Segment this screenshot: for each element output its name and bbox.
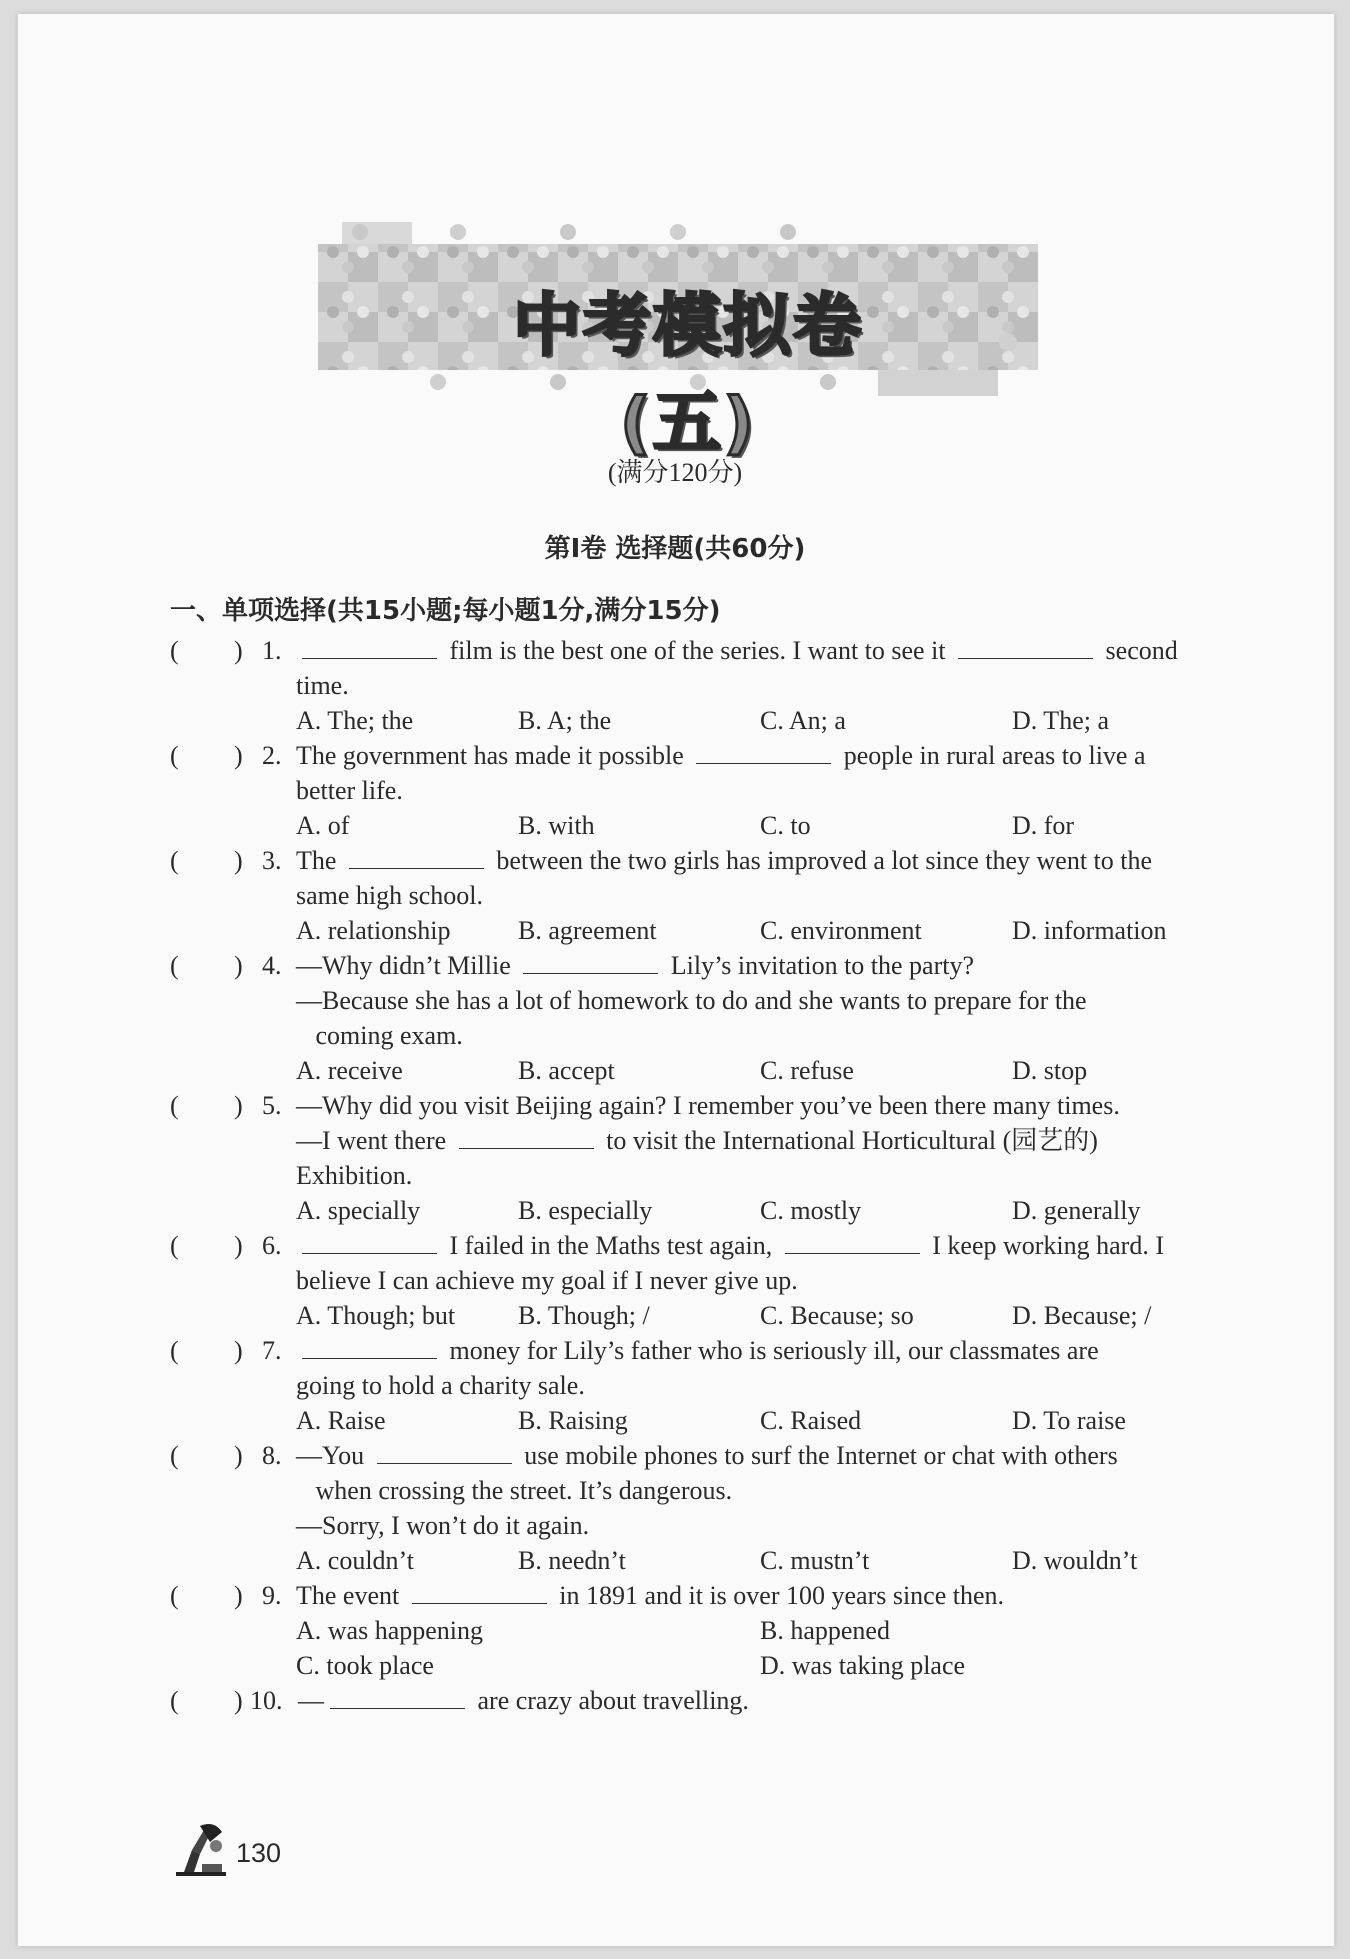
question-stem <box>296 948 1196 1053</box>
full-score: (满分120分) <box>607 458 743 487</box>
page-number: 130 <box>236 1838 282 1868</box>
stem-text: between the two girls has improved a lot since they went to the <box>489 846 1153 875</box>
stem-line <box>296 843 1196 878</box>
stem-text: when crossing the street. It’s dangerous. <box>296 1476 733 1505</box>
stem-text: —Because she has a lot of homework to do and she wants to prepare for the <box>296 986 1087 1015</box>
option-a[interactable]: A. couldn’t <box>296 1546 414 1575</box>
question-number: 3. <box>262 846 282 875</box>
stem-line <box>296 1508 1196 1543</box>
stem-text: film is the best one of the series. I want to see it <box>443 636 953 665</box>
question-number: 10. <box>250 1686 283 1715</box>
option-c[interactable]: C. environment <box>760 916 922 945</box>
paren-open: ( <box>170 636 179 665</box>
fill-in-blank[interactable] <box>302 1231 437 1254</box>
option-d[interactable]: D. wouldn’t <box>1012 1546 1138 1575</box>
question-number: 8. <box>262 1441 282 1470</box>
stem-line <box>296 1158 1196 1193</box>
stem-text: The <box>296 846 343 875</box>
stem-line <box>296 633 1196 668</box>
option-a[interactable]: A. of <box>296 811 350 840</box>
option-b[interactable]: B. happened <box>760 1616 890 1645</box>
paren-open: ( <box>170 1336 179 1365</box>
option-d[interactable]: D. stop <box>1012 1056 1088 1085</box>
stem-text: same high school. <box>296 881 484 910</box>
question-stem <box>296 1578 1196 1613</box>
stem-text: money for Lily’s father who is seriously ill, our classmates are <box>443 1336 1099 1365</box>
stem-line <box>296 1438 1196 1473</box>
stem-text: —Sorry, I won’t do it again. <box>296 1511 590 1540</box>
question-stem <box>296 738 1196 808</box>
option-c[interactable]: C. took place <box>296 1651 434 1680</box>
stem-line <box>296 1368 1196 1403</box>
stem-line <box>296 1088 1196 1123</box>
option-c[interactable]: C. mostly <box>760 1196 862 1225</box>
paren-close: ) <box>234 1091 243 1120</box>
stem-text: believe I can achieve my goal if I never give up. <box>296 1266 798 1295</box>
stem-text: people in rural areas to live a <box>837 741 1146 770</box>
question-stem <box>298 1683 1198 1718</box>
question-stem <box>296 1228 1196 1298</box>
question-stem <box>296 1088 1196 1193</box>
stem-text: —I went there <box>296 1126 453 1155</box>
question-number: 7. <box>262 1336 282 1365</box>
option-b[interactable]: B. agreement <box>518 916 657 945</box>
stem-text: to visit the International Horticultural (园艺的) <box>599 1126 1098 1155</box>
paren-open: ( <box>170 846 179 875</box>
fill-in-blank[interactable] <box>377 1441 512 1464</box>
stem-line <box>296 1018 1196 1053</box>
paren-close: ) <box>234 1441 243 1470</box>
stem-text: The government has made it possible <box>296 741 691 770</box>
fill-in-blank[interactable] <box>785 1231 920 1254</box>
stem-text: Exhibition. <box>296 1161 413 1190</box>
fill-in-blank[interactable] <box>302 636 437 659</box>
option-b[interactable]: B. with <box>518 811 595 840</box>
option-a[interactable]: A. Raise <box>296 1406 386 1435</box>
paren-close: ) <box>234 636 243 665</box>
option-c[interactable]: C. Raised <box>760 1406 862 1435</box>
fill-in-blank[interactable] <box>696 741 831 764</box>
option-a[interactable]: A. Though; but <box>296 1301 456 1330</box>
paren-open: ( <box>170 1441 179 1470</box>
paren-close: ) <box>234 1336 243 1365</box>
fill-in-blank[interactable] <box>302 1336 437 1359</box>
paren-open: ( <box>170 1581 179 1610</box>
fill-in-blank[interactable] <box>459 1126 594 1149</box>
stem-text: going to hold a charity sale. <box>296 1371 585 1400</box>
stem-text: I failed in the Maths test again, <box>443 1231 779 1260</box>
stem-line <box>296 1263 1196 1298</box>
stem-text: coming exam. <box>296 1021 463 1050</box>
option-d[interactable]: D. for <box>1012 811 1075 840</box>
option-a[interactable]: A. relationship <box>296 916 451 945</box>
option-d[interactable]: D. was taking place <box>760 1651 966 1680</box>
stem-line <box>296 983 1196 1018</box>
fill-in-blank[interactable] <box>349 846 484 869</box>
option-c[interactable]: C. Because; so <box>760 1301 914 1330</box>
stem-text: Lily’s invitation to the party? <box>664 951 975 980</box>
stem-text: better life. <box>296 776 403 805</box>
option-b[interactable]: B. Raising <box>518 1406 628 1435</box>
stem-line <box>298 1683 1198 1718</box>
desk-lamp-icon <box>170 1820 232 1883</box>
question-number: 5. <box>262 1091 282 1120</box>
question-stem <box>296 1438 1196 1543</box>
question-stem <box>296 843 1196 913</box>
paren-close: ) <box>234 951 243 980</box>
paren-open: ( <box>170 1231 179 1260</box>
option-b[interactable]: B. accept <box>518 1056 615 1085</box>
paren-close: ) <box>234 1581 243 1610</box>
part-title: 第Ⅰ卷 选择题(共60分) <box>544 534 806 564</box>
stem-text: — <box>298 1686 324 1715</box>
option-c[interactable]: C. An; a <box>760 706 846 735</box>
option-c[interactable]: C. to <box>760 811 811 840</box>
stem-text: —Why didn’t Millie <box>296 951 518 980</box>
stem-line <box>296 1228 1196 1263</box>
question-number: 1. <box>262 636 282 665</box>
option-d[interactable]: D. information <box>1012 916 1167 945</box>
section-title: 一、单项选择(共15小题;每小题1分,满分15分) <box>170 596 721 626</box>
paren-open: ( <box>170 1091 179 1120</box>
paren-open: ( <box>170 741 179 770</box>
option-a[interactable]: A. was happening <box>296 1616 484 1645</box>
option-b[interactable]: B. especially <box>518 1196 653 1225</box>
paren-open: ( <box>170 951 179 980</box>
option-d[interactable]: D. generally <box>1012 1196 1141 1225</box>
fill-in-blank[interactable] <box>523 951 658 974</box>
question-number: 2. <box>262 741 282 770</box>
question-stem <box>296 1333 1196 1403</box>
option-b[interactable]: B. A; the <box>518 706 612 735</box>
question-number: 6. <box>262 1231 282 1260</box>
stem-text: The event <box>296 1581 406 1610</box>
stem-text: —Why did you visit Beijing again? I remember you’ve been there many times. <box>296 1091 1120 1120</box>
question-number: 4. <box>262 951 282 980</box>
option-b[interactable]: B. Though; / <box>518 1301 650 1330</box>
fill-in-blank[interactable] <box>330 1686 465 1709</box>
option-d[interactable]: D. Because; / <box>1012 1301 1152 1330</box>
stem-text: in 1891 and it is over 100 years since then. <box>552 1581 1005 1610</box>
paren-close: ) <box>234 1231 243 1260</box>
paren-close: ) <box>234 741 243 770</box>
fill-in-blank[interactable] <box>958 636 1093 659</box>
stem-text: I keep working hard. I <box>925 1231 1165 1260</box>
fill-in-blank[interactable] <box>412 1581 547 1604</box>
option-b[interactable]: B. needn’t <box>518 1546 626 1575</box>
stem-line <box>296 1578 1196 1613</box>
question-number: 9. <box>262 1581 282 1610</box>
option-d[interactable]: D. To raise <box>1012 1406 1126 1435</box>
stem-text: time. <box>296 671 349 700</box>
paren-close: ) <box>234 846 243 875</box>
stem-line <box>296 1123 1196 1158</box>
stem-line <box>296 1473 1196 1508</box>
stem-text: second <box>1099 636 1178 665</box>
option-c[interactable]: C. refuse <box>760 1056 854 1085</box>
stem-line <box>296 948 1196 983</box>
question-stem <box>296 633 1196 703</box>
paren-close: ) <box>234 1686 243 1715</box>
option-a[interactable]: A. specially <box>296 1196 421 1225</box>
option-d[interactable]: D. The; a <box>1012 706 1109 735</box>
stem-line <box>296 878 1196 913</box>
page-title: 中考模拟卷(五) <box>512 287 863 463</box>
option-a[interactable]: A. The; the <box>296 706 414 735</box>
stem-line <box>296 773 1196 808</box>
stem-text: use mobile phones to surf the Internet or chat with others <box>517 1441 1118 1470</box>
stem-line <box>296 738 1196 773</box>
title-banner <box>318 222 1038 463</box>
option-a[interactable]: A. receive <box>296 1056 403 1085</box>
stem-line <box>296 1333 1196 1368</box>
stem-line <box>296 668 1196 703</box>
paren-open: ( <box>170 1686 179 1715</box>
option-c[interactable]: C. mustn’t <box>760 1546 870 1575</box>
stem-text: —You <box>296 1441 371 1470</box>
stem-text: are crazy about travelling. <box>471 1686 749 1715</box>
